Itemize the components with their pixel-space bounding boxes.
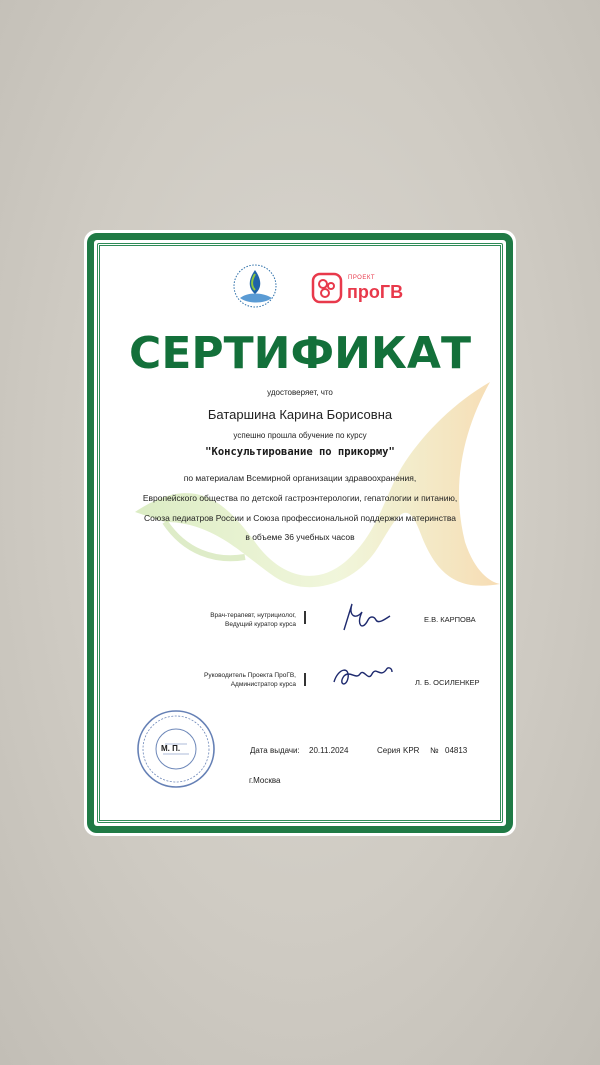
progv-mark-icon xyxy=(311,272,343,304)
progv-logo-small: ПРОЕКТ xyxy=(348,275,376,281)
progv-logo xyxy=(311,272,461,308)
number-value: 04813 xyxy=(445,746,468,755)
recipient-name: Батаршина Карина Борисовна xyxy=(207,407,393,422)
issue-date-value: 20.11.2024 xyxy=(309,746,349,755)
materials-line: Европейского общества по детской гастроэнтерологии, гепатологии и питанию, xyxy=(142,493,458,503)
progv-logo-text: проГВ xyxy=(347,282,404,302)
completed-text: успешно прошла обучение по курсу xyxy=(233,431,367,440)
union-logo xyxy=(228,262,282,312)
series-label: Серия xyxy=(377,746,401,755)
signature-name: Л. Б. ОСИЛЕНКЕР xyxy=(415,678,480,687)
number-label: № xyxy=(430,746,439,755)
course-name: "Консультирование по прикорму" xyxy=(205,446,395,458)
certificate-title: СЕРТИФИКАТ xyxy=(129,328,471,379)
signature-role: Руководитель Проекта ПроГВ, Администратор курса xyxy=(203,672,296,688)
materials-line: в объеме 36 учебных часов xyxy=(245,532,355,542)
materials-line: по материалам Всемирной организации здравоохранения, xyxy=(183,473,417,483)
issue-date-label: Дата выдачи: xyxy=(250,746,300,755)
stamp-mp: М. П. xyxy=(161,744,181,753)
city: г.Москва xyxy=(249,776,281,785)
intro-text: удостоверяет, что xyxy=(267,388,333,397)
materials-line: Союза педиатров России и Союза профессиональной поддержки материнства xyxy=(143,513,457,523)
signature-role: Врач-терапевт, нутрициолог, Ведущий куратор курса xyxy=(210,612,296,628)
series-value: KPR xyxy=(403,746,420,755)
signature-osilenker xyxy=(330,660,396,692)
signature-divider xyxy=(304,673,306,686)
signature-karpova xyxy=(338,598,394,638)
signature-divider xyxy=(304,611,306,624)
signature-name: Е.В. КАРПОВА xyxy=(424,615,476,624)
